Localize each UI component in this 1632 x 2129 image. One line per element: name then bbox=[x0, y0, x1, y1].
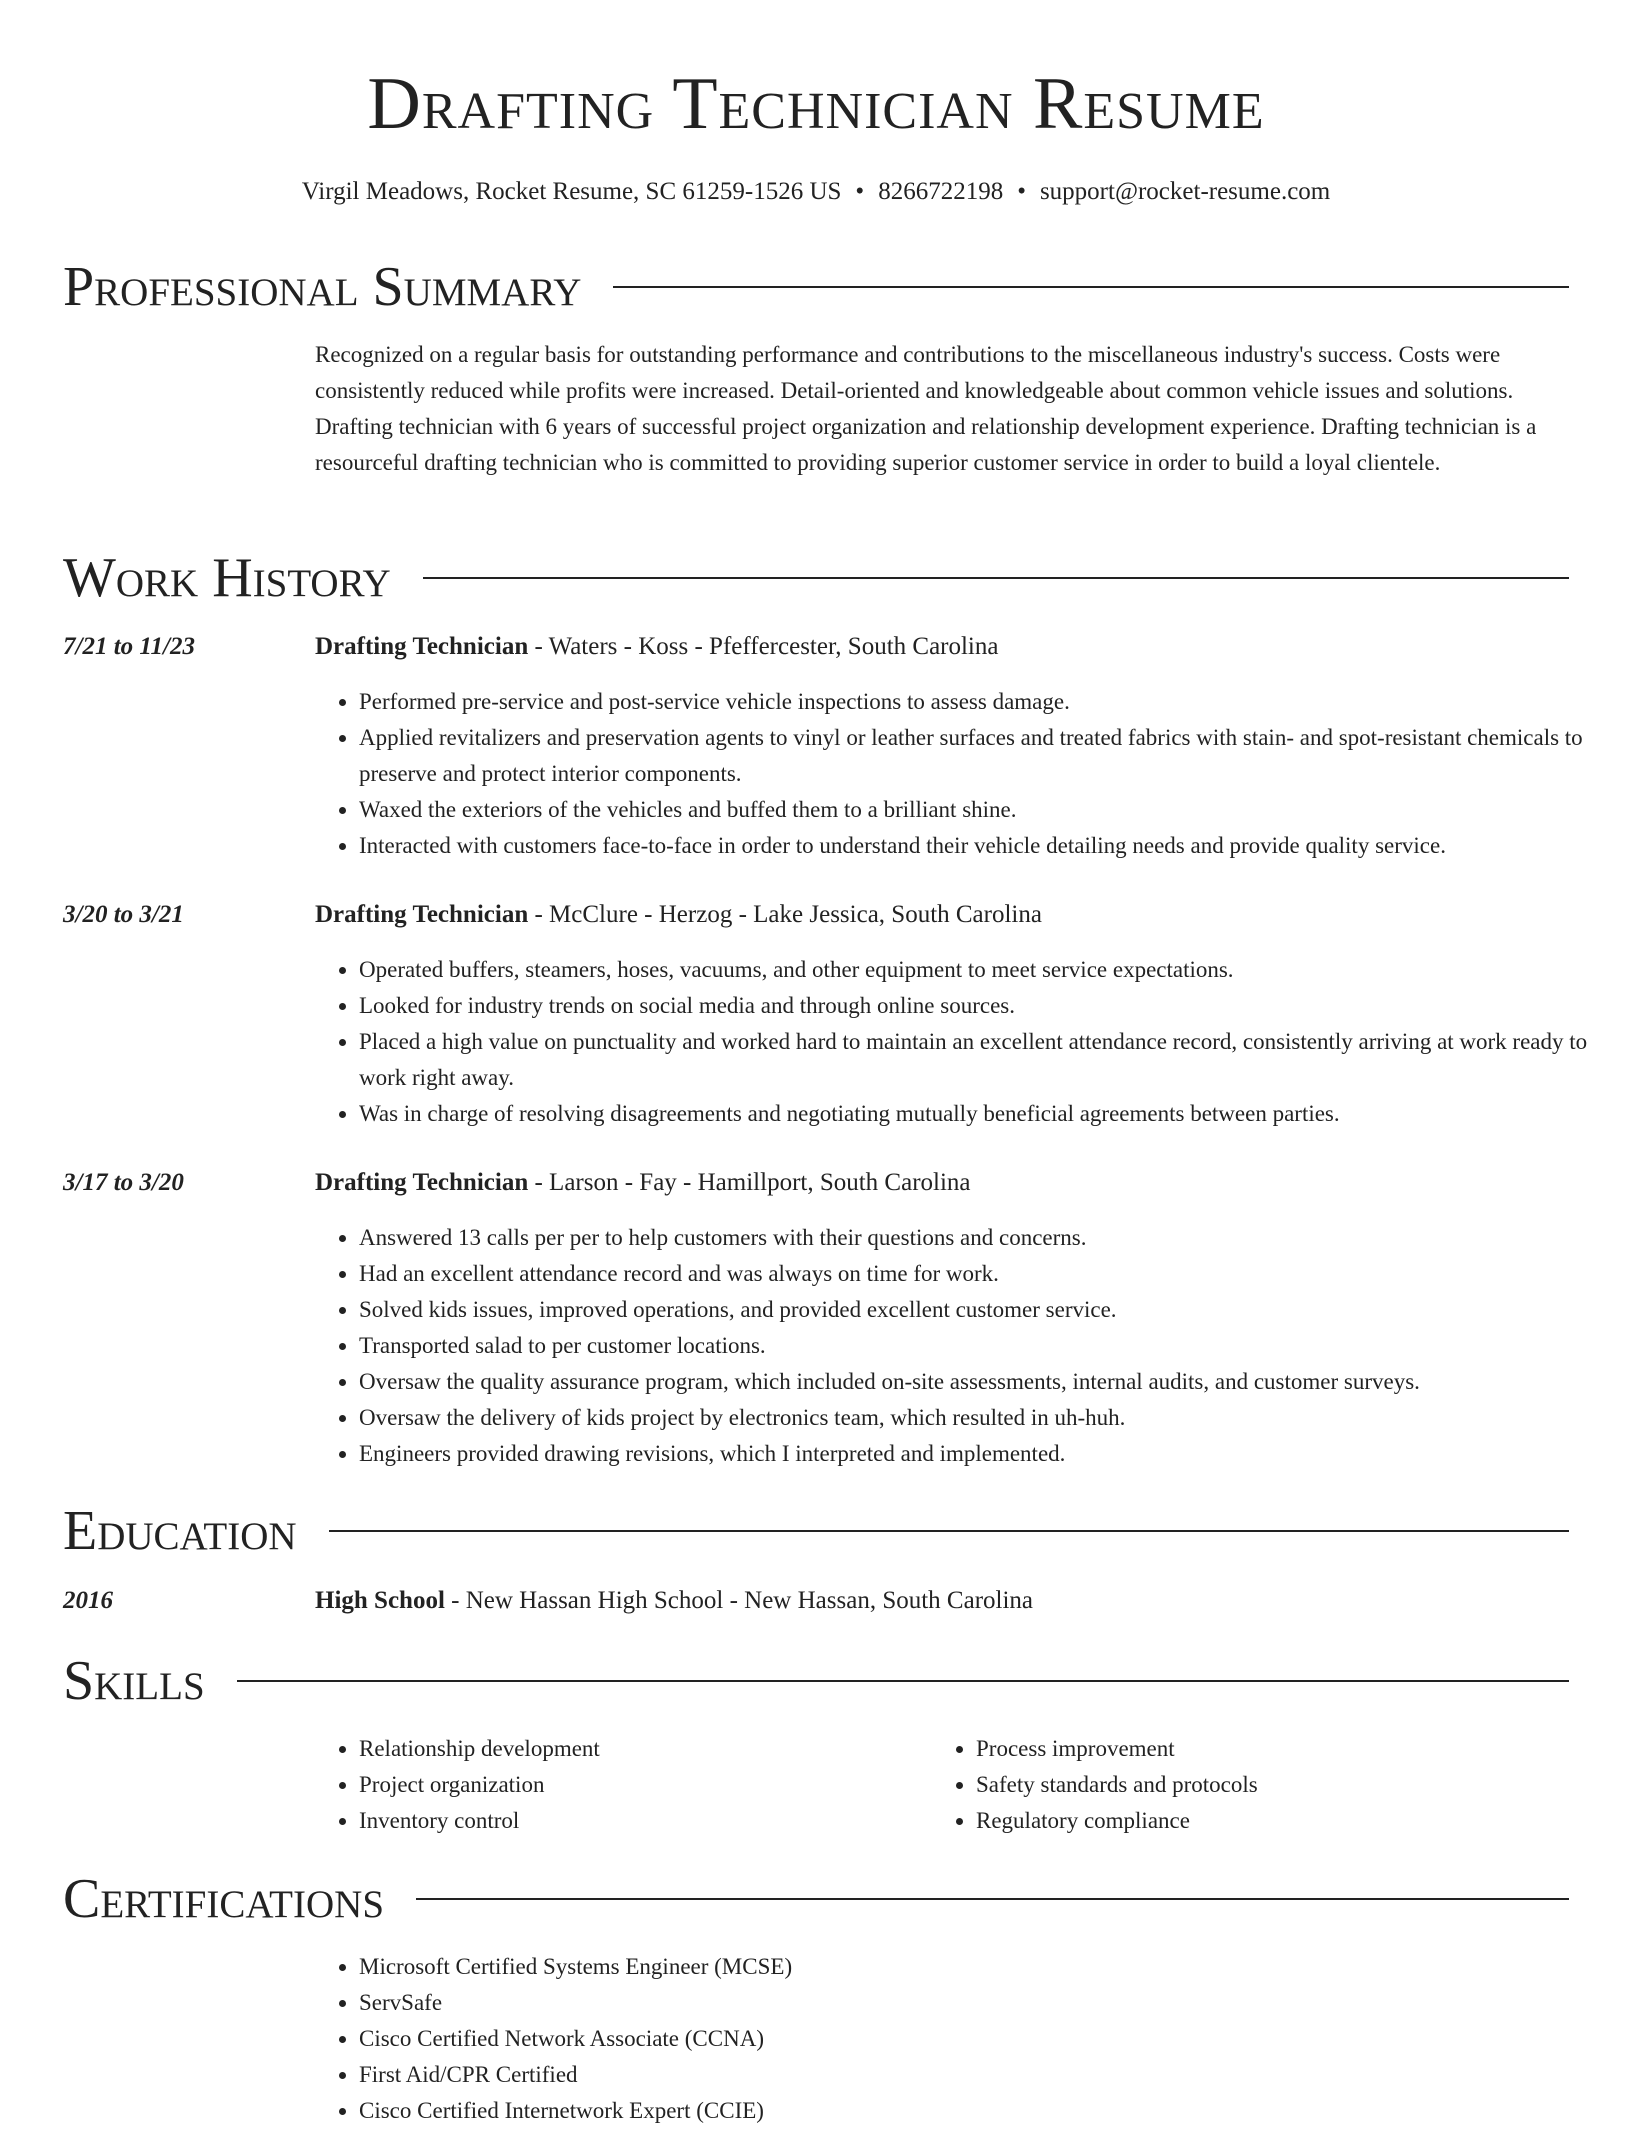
contact-phone: 8266722198 bbox=[878, 178, 1004, 205]
contact-line bbox=[0, 174, 1632, 210]
certification-item: • Cisco Certified Internetwork Expert (CCIE) bbox=[359, 2093, 1613, 2129]
job-bullet: • Solved kids issues, improved operations, and provided excellent customer service. bbox=[359, 1292, 1613, 1328]
heading-rule bbox=[237, 1680, 1569, 1682]
certification-item: • Cisco Certified Network Associate (CCNA) bbox=[359, 2021, 1613, 2057]
certification-item: • First Aid/CPR Certified bbox=[359, 2057, 1613, 2093]
job-bullet: • Performed pre-service and post-service vehicle inspections to assess damage. bbox=[359, 684, 1613, 720]
job-bullet: • Interacted with customers face-to-face in order to understand their vehicle detailing needs and provide quality service. bbox=[359, 828, 1613, 864]
skill-item: • Relationship development bbox=[359, 1731, 959, 1767]
certifications-heading-text: Certifications bbox=[63, 1868, 385, 1930]
summary-heading bbox=[63, 252, 1569, 322]
skill-item: • Safety standards and protocols bbox=[976, 1767, 1613, 1803]
heading-rule bbox=[613, 286, 1569, 288]
skill-item: • Project organization bbox=[359, 1767, 959, 1803]
job-heading bbox=[315, 1165, 1569, 1201]
job-bullet: • Operated buffers, steamers, hoses, vacuums, and other equipment to meet service expectations. bbox=[359, 952, 1613, 988]
job-bullet: • Looked for industry trends on social media and through online sources. bbox=[359, 988, 1613, 1024]
job-title: Drafting Technician bbox=[315, 633, 529, 660]
job-bullet: • Had an excellent attendance record and was always on time for work. bbox=[359, 1256, 1613, 1292]
education-heading bbox=[63, 1496, 1569, 1566]
job-bullet: • Oversaw the quality assurance program, which included on-site assessments, internal audits, and customer surveys. bbox=[359, 1364, 1613, 1400]
heading-rule bbox=[329, 1530, 1569, 1532]
certifications-heading bbox=[63, 1864, 1569, 1934]
skill-item: • Process improvement bbox=[976, 1731, 1613, 1767]
skills-list-left bbox=[315, 1731, 959, 1839]
heading-rule bbox=[423, 577, 1569, 579]
job-bullet: • Transported salad to per customer locations. bbox=[359, 1328, 1613, 1364]
certification-item: • Microsoft Certified Systems Engineer (MCSE) bbox=[359, 1949, 1613, 1985]
skill-item: • Inventory control bbox=[359, 1803, 959, 1839]
skills-heading bbox=[63, 1646, 1569, 1716]
certifications-list bbox=[315, 1949, 1613, 2129]
skills-list-right bbox=[932, 1731, 1613, 1839]
heading-rule bbox=[416, 1898, 1569, 1900]
job-employer: - McClure - Herzog - Lake Jessica, South Carolina bbox=[528, 901, 1042, 928]
job-dates: 3/20 to 3/21 bbox=[63, 901, 184, 928]
job-bullets bbox=[315, 952, 1613, 1132]
resume-title: Drafting Technician Resume bbox=[367, 63, 1265, 145]
job-heading bbox=[315, 629, 1569, 665]
skill-item: • Regulatory compliance bbox=[976, 1803, 1613, 1839]
job-employer: - Larson - Fay - Hamillport, South Carolina bbox=[528, 1169, 971, 1196]
job-bullet: • Oversaw the delivery of kids project by electronics team, which resulted in uh-huh. bbox=[359, 1400, 1613, 1436]
education-entry bbox=[315, 1583, 1569, 1619]
work-history-heading bbox=[63, 543, 1569, 613]
contact-address: Virgil Meadows, Rocket Resume, SC 61259-1526 US bbox=[301, 178, 842, 205]
contact-email: support@rocket-resume.com bbox=[1039, 178, 1331, 205]
job-dates: 3/17 to 3/20 bbox=[63, 1169, 184, 1196]
bullet-separator: • bbox=[855, 178, 865, 205]
job-dates: 7/21 to 11/23 bbox=[63, 633, 195, 660]
job-title: Drafting Technician bbox=[315, 1169, 529, 1196]
skills-heading-text: Skills bbox=[63, 1650, 205, 1712]
education-year: 2016 bbox=[63, 1587, 113, 1614]
education-school: - New Hassan High School - New Hassan, South Carolina bbox=[444, 1587, 1034, 1614]
certification-item: • ServSafe bbox=[359, 1985, 1613, 2021]
bullet-separator: • bbox=[1017, 178, 1026, 205]
job-bullet: • Placed a high value on punctuality and worked hard to maintain an excellent attendance record, consistently arriving at work ready to work right away. bbox=[359, 1024, 1613, 1096]
job-bullet: • Applied revitalizers and preservation agents to vinyl or leather surfaces and treated fabrics with stain- and spot-resistant chemicals to preserve and protect interior components. bbox=[359, 720, 1613, 792]
job-bullet: • Answered 13 calls per per to help customers with their questions and concerns. bbox=[359, 1220, 1613, 1256]
summary-heading-text: Professional Summary bbox=[63, 256, 582, 318]
job-bullet: • Waxed the exteriors of the vehicles and buffed them to a brilliant shine. bbox=[359, 792, 1613, 828]
job-title: Drafting Technician bbox=[315, 901, 529, 928]
education-heading-text: Education bbox=[63, 1500, 297, 1562]
job-employer: - Waters - Koss - Pfeffercester, South Carolina bbox=[528, 633, 999, 660]
job-bullets bbox=[315, 1220, 1613, 1472]
education-degree: High School bbox=[315, 1587, 445, 1614]
work-history-heading-text: Work History bbox=[63, 547, 391, 609]
summary-text: Recognized on a regular basis for outstanding performance and contributions to the miscellaneous industry's success. Costs were consistently reduced while profits were increased. Detail-oriented and knowledgeable about common vehicle issues and solutions. Drafting technician with 6 years of successful project organization and relationship development experience. Drafting technician is a resourceful drafting technician who is committed to providing superior customer service in order to build a loyal clientele. bbox=[315, 342, 1537, 475]
job-heading bbox=[315, 897, 1569, 933]
job-bullet: • Was in charge of resolving disagreements and negotiating mutually beneficial agreements between parties. bbox=[359, 1096, 1613, 1132]
job-bullet: • Engineers provided drawing revisions, which I interpreted and implemented. bbox=[359, 1436, 1613, 1472]
job-bullets bbox=[315, 684, 1613, 864]
